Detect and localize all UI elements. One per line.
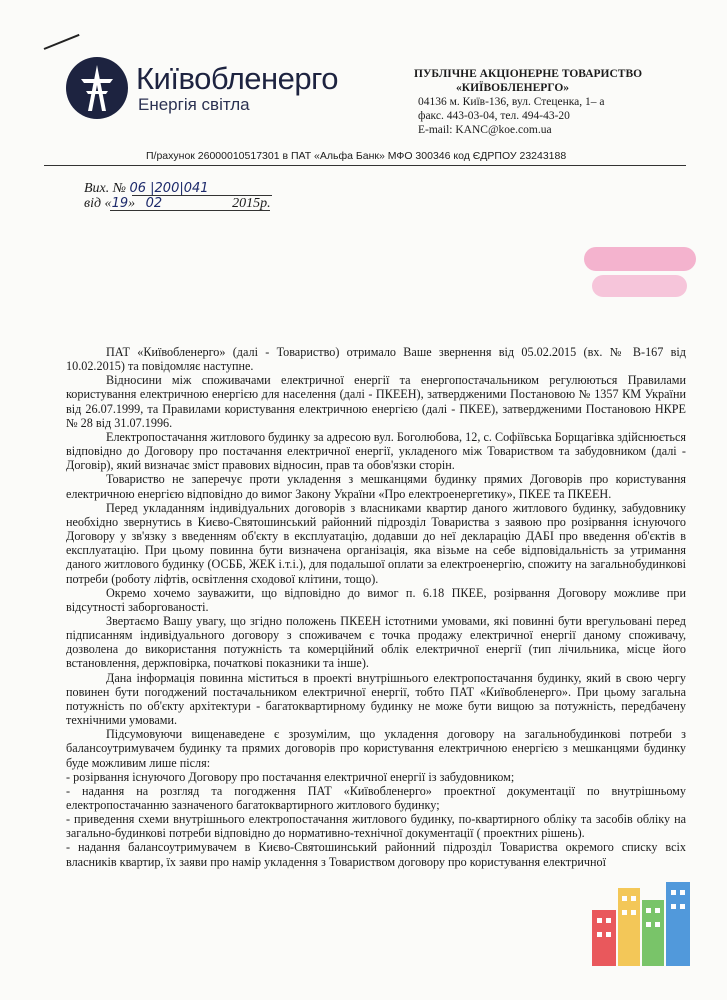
logo-tagline: Енергія світла (138, 95, 250, 114)
paragraph: Електропостачання житлового будинку за адресою вул. Боголюбова, 12, с. Софіївська Борщагівка здійснюється відповідно до Договору про постачання електричної енергії, укладеного між Товариством та забудовником (далі - Договір), який визначає зміст правових відносин, прав та обов'язки сторін. (66, 429, 686, 473)
paragraph: Перед укладанням індивідуальних договорів з власниками квартир даного житлового будинку, забудовнику необхідно звернутись в Києво-Святошинський районний підрозділ Товариства з заявою про розірвання існуючого Договору у зв'язку з введенням об'єкту в експлуатацію, додавши до неї декларацію ДАБІ про введення об'єктів в експлуатацію. При цьому повинна бути визначена організація, яка візьме на себе відповідальність за утримання даного житлового будинку (ОСББ, ЖЕК і.т.і.), для подальшої оплати за електроенергію, спожиту на загальнобудинкові потреби (роботу ліфтів, освітлення сходової клітини, тощо). (66, 500, 686, 586)
date-underline (110, 210, 270, 211)
company-phones: факс. 443-03-04, тел. 494-43-20 (418, 110, 570, 122)
date-day: 19 (111, 196, 129, 211)
redacted-addressee (584, 247, 696, 303)
letter-body (66, 345, 686, 869)
list-item: - розірвання існуючого Договору про постачання електричної енергії із забудовником; (66, 769, 515, 784)
outgoing-number-value: 06 |200|041 (129, 181, 209, 196)
outgoing-number-label: Вих. № (84, 181, 126, 196)
company-name: «КИЇВОБЛЕНЕРГО» (456, 82, 570, 94)
paragraph: Відносини між споживачами електричної енергії та енергопостачальником регулюються Правилами користування електричною енергією для населення (далі - ПКЕЕН), затвердженими Постановою № 1357 КМ України від 26.07.1999, та Правилами користування електричною енергією (далі - ПКЕЕ), затвердженими Постановою НКРЕ № 28 від 31.07.1996. (66, 373, 686, 430)
date-month: 02 (145, 196, 163, 211)
company-logo (64, 55, 394, 123)
company-header (414, 67, 643, 137)
paragraph: Дана інформація повинна міститься в проекті внутрішнього електропостачання будинку, який в свою чергу повинен бути погоджений постачальником електричної енергії, тобто ПАТ «Київобленерго». При цьому загальна потужність по об'єкту архітектури - багатоквартирному будинку не може бути вищою за потужність, передбачену технічними умовами. (66, 670, 686, 728)
paragraph: Товариство не заперечує проти укладення з мешканцями будинку прямих Договорів про користування електричною енергією відповідно до вимог Закону України «Про електроенергетику», ПКЕЕ та ПКЕЕН. (66, 472, 686, 501)
building-watermark-icon (588, 880, 708, 970)
company-email: E-mail: KANC@koe.com.ua (418, 124, 552, 136)
paragraph: Окремо хочемо зауважити, що відповідно до вимог п. 6.18 ПКЕЕ, розірвання Договору можливе при відсутності заборгованості. (66, 585, 686, 614)
header-divider (44, 165, 686, 166)
company-type: ПУБЛІЧНЕ АКЦІОНЕРНЕ ТОВАРИСТВО (414, 68, 643, 80)
paragraph: ПАТ «Київобленерго» (далі - Товариство) отримало Ваше звернення від 05.02.2015 (вх. № В-167 від 10.02.2015) та повідомляє наступне. (66, 345, 686, 374)
list-item: - приведення схеми внутрішнього електропостачання житлового будинку, по-квартирного обліку та засобів обліку на загально-будинкові потреби відповідно до нормативно-технічної документації ( проектних рішень). (66, 812, 686, 841)
company-address: 04136 м. Київ-136, вул. Стеценка, 1– а (418, 96, 605, 108)
power-pylon-icon (64, 55, 130, 121)
list-item: - надання на розгляд та погодження ПАТ «Київобленерго» проектної документації по внутрішньому електропостачанню зазначеного багатоквартирного житлового будинку; (66, 783, 686, 812)
scan-mark (44, 34, 80, 50)
date-day-suffix: » (128, 196, 136, 211)
logo-wordmark: Київобленерго (136, 61, 339, 96)
paragraph: Підсумовуючи вищенаведене є зрозумілим, що укладення договору на загальнобудинкові потреби з балансоутримувачем будинку та прямих договорів про користування електричною енергією з мешканцями будинку буде можливим лише після: (66, 727, 686, 770)
bank-details: П/рахунок 26000010517301 в ПАТ «Альфа Банк» МФО 300346 код ЄДРПОУ 23243188 (146, 150, 567, 162)
paragraph: Звертаємо Вашу увагу, що згідно положень ПКЕЕН істотними умовами, які повинні бути врегульовані перед підписанням індивідуального договору з споживачем є точка продажу електричної енергії даному споживачу, дозволена до використання потужність та комерційний облік електричної енергії (тип лічильника, місце його встановлення, держповірка, початкові показники та інше). (66, 613, 686, 671)
list-item: - надання балансоутримувачем в Києво-Святошинський районний підрозділ Товариства окремого списку всіх власників квартир, їх заяви про намір укладення з Товариством договору про користування електричної (66, 840, 686, 869)
date-prefix: від « (84, 196, 112, 211)
date-year: 2015р. (232, 196, 271, 211)
